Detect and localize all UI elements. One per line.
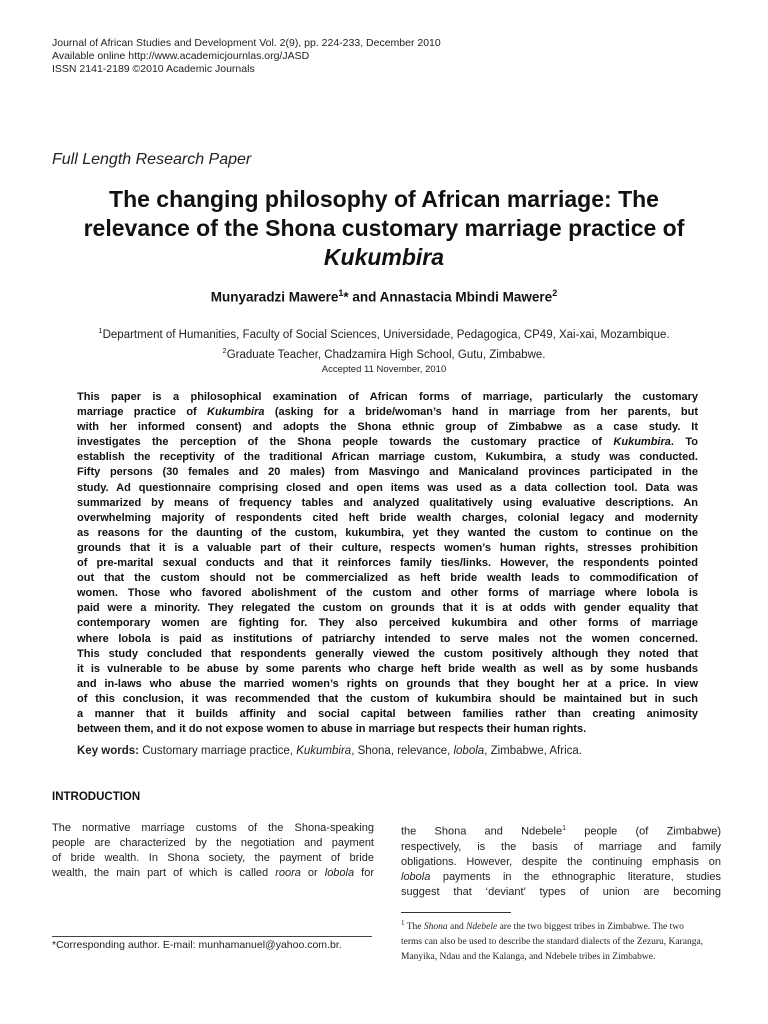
keywords-text: Customary marriage practice, bbox=[139, 745, 297, 757]
author-name: Munyaradzi Mawere bbox=[210, 289, 339, 305]
abstract-line: summarized by means of frequency tables and analyzed qualitatively using evaluative descriptions. An bbox=[77, 496, 698, 509]
affiliation-text: Graduate Teacher, Chadzamira High School, Gutu, Zimbabwe. bbox=[226, 348, 546, 361]
abstract-line: and in-laws who abuse the married women’s rights on grounds that they bought her at a price. In view bbox=[77, 677, 698, 690]
paper-type: Full Length Research Paper bbox=[52, 151, 252, 168]
keywords bbox=[77, 745, 698, 757]
section-heading-introduction: INTRODUCTION bbox=[52, 791, 141, 803]
abstract-line: This paper is a philosophical examination of African forms of marriage, particularly the customary bbox=[77, 391, 698, 403]
accepted-date: Accepted 11 November, 2010 bbox=[321, 364, 447, 375]
footnote-marker: 1 bbox=[401, 919, 405, 927]
footnote-divider bbox=[401, 912, 511, 913]
footnote-marker: 1 bbox=[562, 825, 567, 832]
abstract-line: with her informed consent) and adopts the Shona ethnic group of Zimbabwe as a case study. It bbox=[77, 421, 698, 434]
footnote-line: terms can also be used to describe the standard dialects of the Zezuru, Karanga, bbox=[401, 937, 704, 948]
abstract-line: This study concluded that respondents generally viewed the custom positively although they noted that bbox=[77, 647, 698, 660]
body-line: obligations. However, despite the continuing emphasis on bbox=[401, 855, 721, 868]
journal-issn: ISSN 2141-2189 ©2010 Academic Journals bbox=[52, 63, 255, 75]
affiliation-marker: 2 bbox=[222, 345, 227, 355]
abstract-line: as reasons for the daunting of the custom, kukumbira, yet they wanted the custom to continue on the bbox=[77, 526, 698, 539]
abstract-line: overwhelming majority of respondents cited heft bride wealth charges, colonial legacy and modernity bbox=[77, 511, 698, 524]
affiliation-text: Department of Humanities, Faculty of Social Sciences, Universidade, Pedagogica, CP49, Xai-xai, Mozambique. bbox=[102, 328, 670, 341]
author-list bbox=[0, 288, 768, 305]
abstract bbox=[77, 390, 698, 737]
abstract-line: grounds that it is a valuable part of their culture, respects women’s human rights, stresses prohibition bbox=[77, 541, 698, 554]
keywords-text: , Zimbabwe, Africa. bbox=[484, 745, 582, 757]
abstract-line: contemporary women are fighting for. They also perceived kukumbira and other forms of marriage bbox=[77, 617, 698, 630]
journal-header bbox=[52, 37, 441, 76]
body-line: lobola payments in the ethnographic literature, studies bbox=[401, 870, 721, 883]
body-column-right bbox=[401, 821, 721, 900]
title-line: The changing philosophy of African marriage: The bbox=[109, 186, 659, 212]
corresponding-author: *Corresponding author. E-mail: munhamanuel@yahoo.com.br. bbox=[52, 939, 342, 951]
keywords-text: lobola bbox=[453, 745, 485, 757]
journal-url: Available online http://www.academicjournlas.org/JASD bbox=[52, 50, 310, 62]
author-affiliation-marker: 2 bbox=[552, 288, 558, 298]
abstract-line: of pre-marital sexual conducts and that it reinforces family ties/links. However, the respondents pointed bbox=[77, 557, 698, 570]
footnote-line: Manyika, Ndau and the Kalanga, and Ndebele tribes in Zimbabwe. bbox=[401, 952, 656, 963]
paper-title bbox=[30, 185, 738, 272]
body-line: people are characterized by the negotiation and payment bbox=[52, 837, 374, 849]
keywords-text: Kukumbira bbox=[296, 745, 352, 757]
body-line: the Shona and Ndebele$^1$ people (of Zimbabwe) bbox=[401, 825, 721, 838]
abstract-line: investigates the perception of the Shona people towards the customary practice of Kukumbira. To bbox=[77, 436, 699, 449]
affiliation bbox=[0, 343, 768, 363]
body-line: respectively, is the basis of marriage and family bbox=[401, 840, 721, 853]
title-line: relevance of the Shona customary marriage practice of bbox=[83, 215, 685, 241]
abstract-line: marriage practice of Kukumbira (asking for a bride/woman’s hand in marriage from her parents, but bbox=[77, 406, 698, 419]
abstract-line: between them, and it do not expose women to abuse in marriage but respects their human rights. bbox=[77, 723, 587, 736]
abstract-line: it is vulnerable to be abuse by some parents who charge heft bride wealth as well as by some husbands bbox=[77, 662, 698, 675]
abstract-line: Fifty persons (30 females and 20 males) from Masvingo and Manicaland provinces participated in the bbox=[77, 466, 698, 479]
abstract-line: paid were a minority. They relegated the custom on grounds that it is at odds with gender equality that bbox=[77, 602, 698, 615]
keywords-text: , Shona, relevance, bbox=[351, 745, 454, 757]
abstract-line: study. Ad questionnaire comprising closed and open items was used as a data collection tool. Data was bbox=[77, 481, 698, 494]
corresponding-divider bbox=[52, 936, 372, 937]
body-column-left bbox=[52, 821, 374, 881]
abstract-line: where lobola is paid as institutions of patriarchy intended to serve males not the women concerned. bbox=[77, 632, 698, 645]
body-line: suggest that ‘deviant’ types of union are becoming bbox=[401, 885, 721, 898]
abstract-line: of this conclusion, it was recommended that the custom of kukumbira should be maintained but in such bbox=[77, 692, 698, 705]
body-line: The normative marriage customs of the Shona-speaking bbox=[52, 822, 374, 834]
body-line: wealth, the main part of which is called roora or lobola for bbox=[52, 867, 374, 879]
body-line: of bride wealth. In Shona society, the payment of bride bbox=[52, 852, 374, 864]
footnote-line: $^1$ The Shona and Ndebele are the two biggest tribes in Zimbabwe. The two bbox=[401, 919, 684, 933]
author-name: Annastacia Mbindi Mawere bbox=[379, 289, 553, 305]
abstract-line: out that the custom should not be commercialized as heft bride wealth leads to commodification of bbox=[77, 572, 698, 585]
author-connector: and bbox=[348, 289, 380, 305]
journal-citation: Journal of African Studies and Development Vol. 2(9), pp. 224-233, December 2010 bbox=[52, 37, 441, 49]
title-line: Kukumbira bbox=[323, 244, 445, 270]
author-affiliation-marker: 1 bbox=[338, 288, 344, 298]
abstract-line: establish the receptivity of the traditional African marriage custom, Kukumbira, a study was conducted. bbox=[77, 451, 698, 464]
footnote bbox=[401, 916, 721, 965]
keywords-label: Key words: bbox=[77, 745, 139, 757]
affiliation-marker: 1 bbox=[98, 326, 103, 335]
affiliation bbox=[0, 323, 768, 343]
corresponding-marker: * bbox=[343, 289, 349, 305]
affiliations bbox=[0, 323, 768, 363]
abstract-line: women. Those who favored abolishment of the custom and other forms of marriage where lobola is bbox=[77, 587, 698, 600]
abstract-line: a manner that it builds affinity and social capital between families rather than creating animosity bbox=[77, 707, 698, 720]
